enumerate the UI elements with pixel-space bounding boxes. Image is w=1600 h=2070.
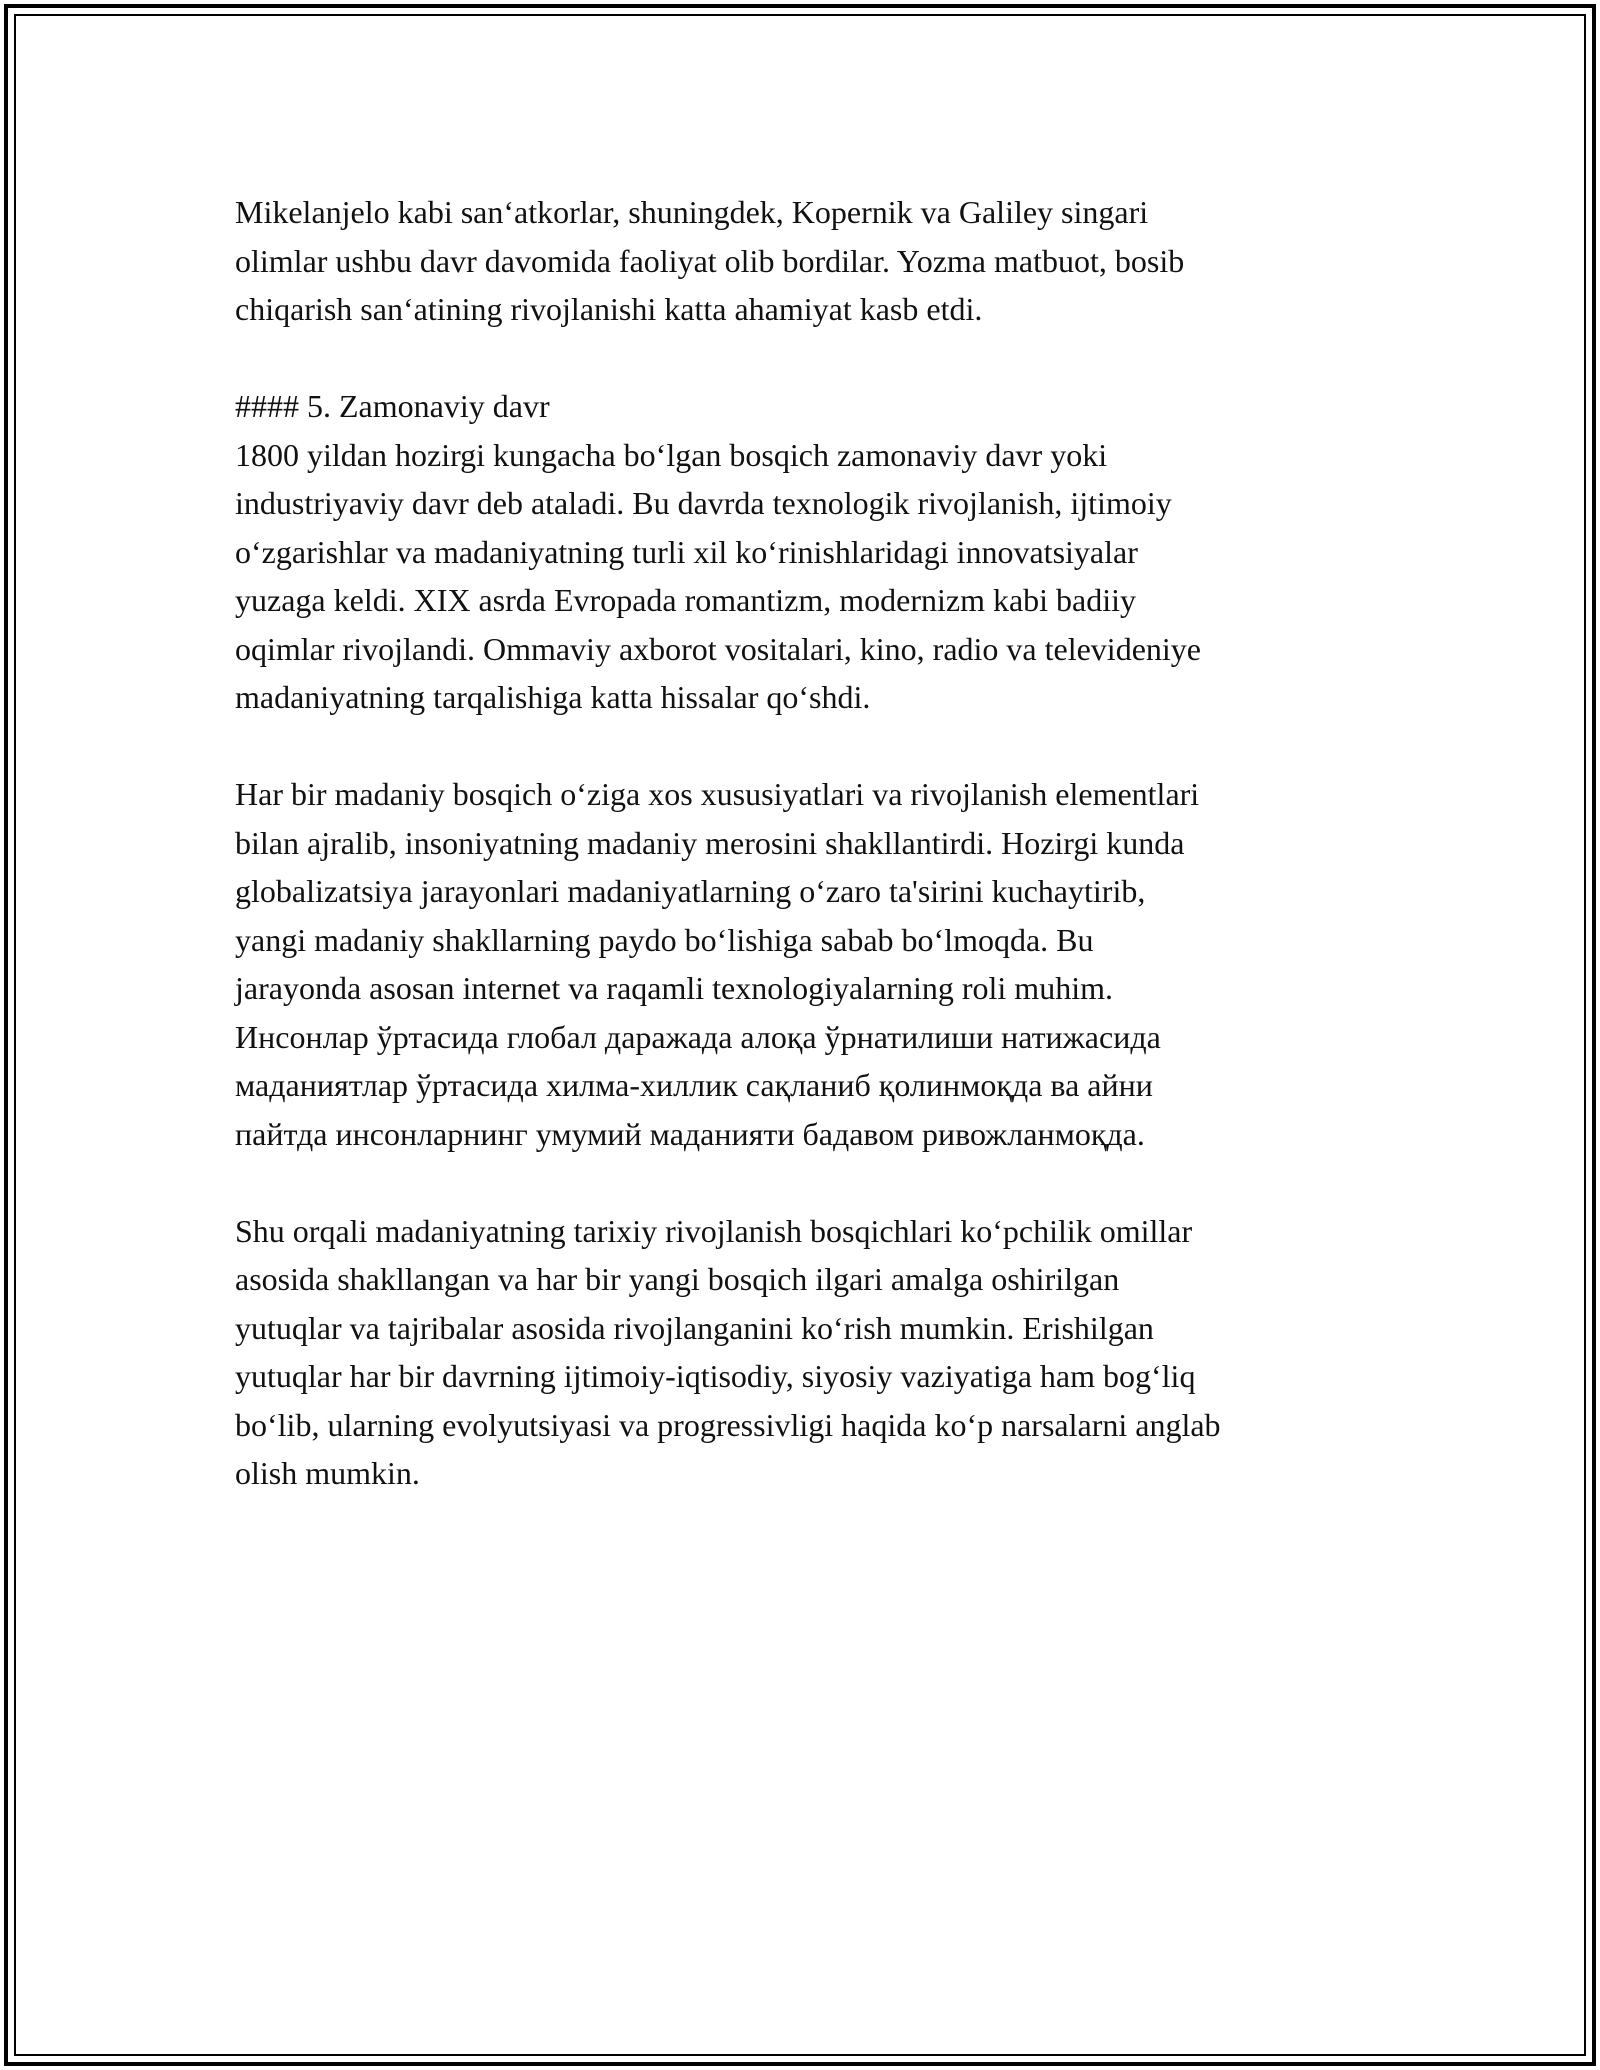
text-line: o‘zgarishlar va madaniyatning turli xil ko‘rinishlaridagi innovatsiyalar [235, 533, 1138, 570]
text-line: madaniyatning tarqalishiga katta hissalar qo‘shdi. [235, 679, 871, 715]
text-line: asosida shakllangan va har bir yangi bosqich ilgari amalga oshirilgan [235, 1261, 1120, 1297]
text-line: yuzaga keldi. XIX asrda Evropada romantizm, modernizm kabi badiiy [235, 582, 1137, 618]
text-line: industriyaviy davr deb ataladi. Bu davrda texnologik rivojlanish, ijtimoiy [235, 485, 1172, 521]
paragraph-renaissance-continued [235, 188, 1375, 334]
text-line: Mikelanjelo kabi san‘atkorlar, shuningdek, Kopernik va Galiley singari [235, 194, 1149, 230]
paragraph-gap [235, 334, 1375, 383]
paragraph-gap [235, 1158, 1375, 1207]
text-line: пайтда инсонларнинг умумий маданияти бадавом ривожланмоқда. [235, 1115, 1145, 1152]
paragraph-gap [235, 722, 1375, 771]
text-line: bo‘lib, ularning evolyutsiyasi va progressivligi haqida ko‘p narsalarni anglab [235, 1406, 1221, 1443]
paragraph-conclusion [235, 1207, 1375, 1498]
text-line: oqimlar rivojlandi. Ommaviy axborot vositalari, kino, radio va televideniye [235, 630, 1201, 667]
text-line: Инсонлар ўртасида глобал даражада алоқа ўрнатилиши натижасида [235, 1018, 1161, 1055]
document-body [235, 188, 1375, 1498]
section-heading: #### 5. Zamonaviy davr [235, 388, 550, 424]
text-line: olish mumkin. [235, 1455, 420, 1491]
text-line: Shu orqali madaniyatning tarixiy rivojlanish bosqichlari ko‘pchilik omillar [235, 1212, 1193, 1249]
text-line: olimlar ushbu davr davomida faoliyat olib bordilar. Yozma matbuot, bosib [235, 242, 1185, 279]
text-line: маданиятлар ўртасида хилма-хиллик сақланиб қолинмоқда ва айни [235, 1067, 1153, 1103]
text-line: globalizatsiya jarayonlari madaniyatlarning o‘zaro ta'sirini kuchaytirib, [235, 873, 1146, 909]
text-line: 1800 yildan hozirgi kungacha bo‘lgan bosqich zamonaviy davr yoki [235, 436, 1108, 473]
text-line: jarayonda asosan internet va raqamli texnologiyalarning roli muhim. [235, 970, 1113, 1006]
text-line: yangi madaniy shakllarning paydo bo‘lishiga sabab bo‘lmoqda. Bu [235, 921, 1094, 958]
section-modern-era [235, 382, 1375, 722]
text-line: yutuqlar va tajribalar asosida rivojlanganini ko‘rish mumkin. Erishilgan [235, 1309, 1154, 1346]
text-line: bilan ajralib, insoniyatning madaniy merosini shakllantirdi. Hozirgi kunda [235, 824, 1185, 861]
text-line: chiqarish san‘atining rivojlanishi katta ahamiyat kasb etdi. [235, 291, 983, 327]
text-line: Har bir madaniy bosqich o‘ziga xos xususiyatlari va rivojlanish elementlari [235, 776, 1200, 812]
text-line: yutuqlar har bir davrning ijtimoiy-iqtisodiy, siyosiy vaziyatiga ham bog‘liq [235, 1358, 1196, 1394]
paragraph-cultural-stages [235, 770, 1375, 1158]
